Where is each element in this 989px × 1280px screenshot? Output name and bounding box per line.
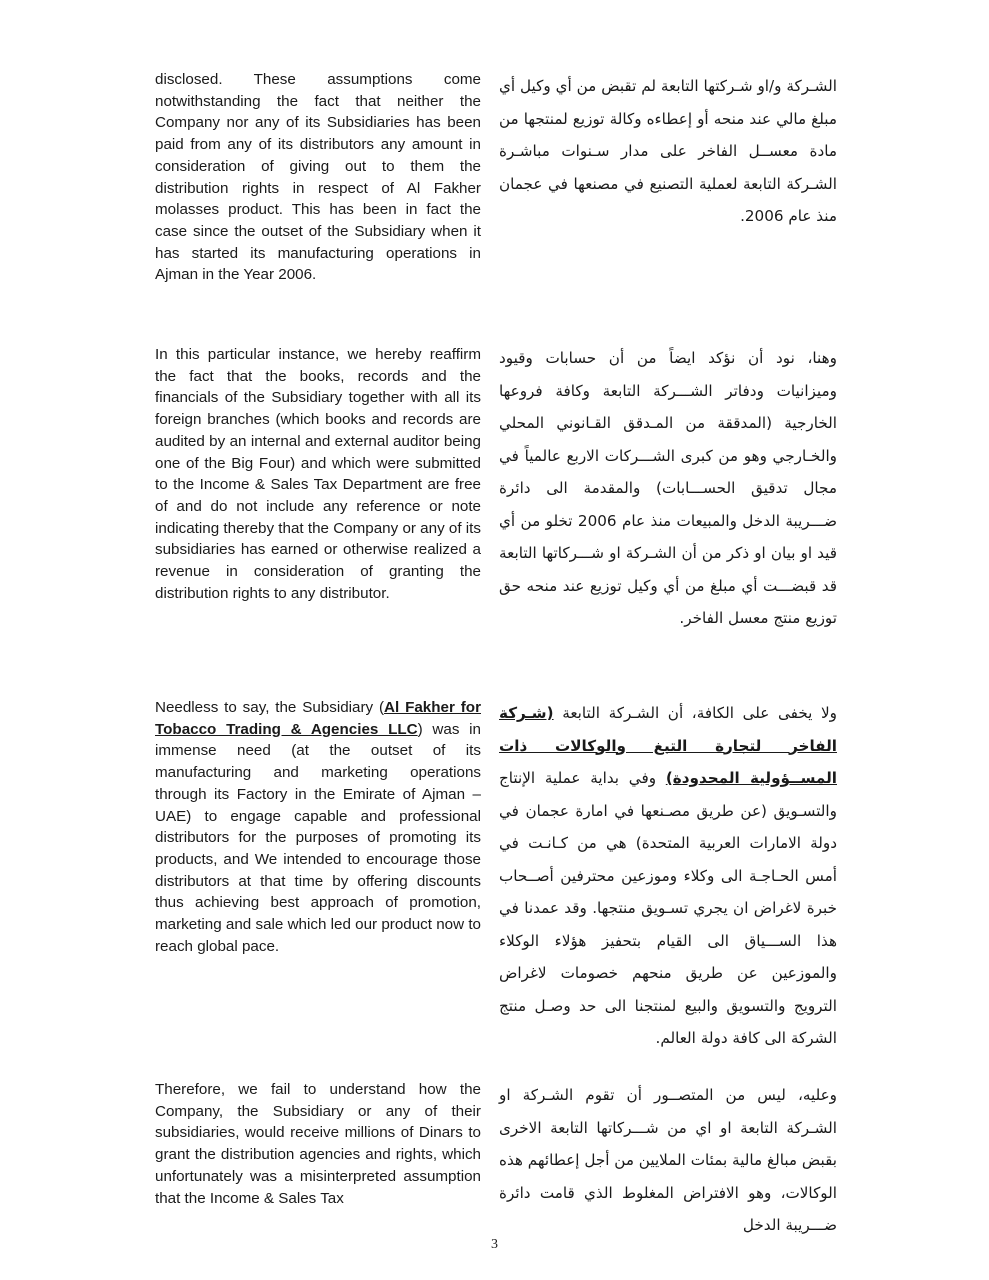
page-number: 3 [491,1237,498,1252]
paragraph-english-3 [155,697,481,957]
paragraph-english-4: Therefore, we fail to understand how the Company, the Subsidiary or any of their subsidiaries, would receive millions of Dinars to grant the distribution agencies and rights, which unfortunately was a misinterpreted assumption that the Income & Sales Tax [155,1081,481,1207]
paragraph-arabic-2: وهنا، نود أن نؤكد ايضاً من أن حسابات وقيود وميزانيات ودفاتر الشـــركة التابعة وكافة فروعها الخارجية (المدققة من المـدقق القـانوني المحلي والخـارجي وهو من كبرى الشـــركات الاربع عالمياً في مجال تدقيق الحســـابات) والمقدمة الى دائرة ضـــريبة الدخل والمبيعات منذ عام 2006 تخلو من أي قيد او بيان او ذكر من أن الشـركة او شـــركاتها التابعة قد قبضـــت أي مبلغ من أي وكيل توزيع عند منحه حق توزيع منتج معسل الفاخر. [499,349,837,627]
paragraph-arabic-3 [499,697,837,1055]
paragraph-text: ) was in immense need (at the outset of its manufacturing and marketing operations through its Factory in the Emirate of Ajman – UAE) to engage capable and professional distributors for the purposes of promoting its products, and We intended to encourage those distributors at that time by offering discounts thus achieving best approach of promotion, marketing and sale which led our product now to reach global pace. [155,720,482,955]
paragraph-arabic-4: وعليه، ليس من المتصــور أن تقوم الشـركة او الشـركة التابعة او اي من شـــركاتها التابعة الاخرى بقبض مبالغ مالية بمئات الملايين من أجل إعطائهم هذه الوكالات، وهو الافتراض المغلوط الذي قامت دائرة ضـــريبة الدخل [499,1086,837,1234]
paragraph-english-2: In this particular instance, we hereby reaffirm the fact that the books, records and the financials of the Subsidiary together with all its foreign branches (which books and records are audited by an internal and external auditor being one of the Big Four) and which were submitted to the Income & Sales Tax Department are free of and do not include any reference or note indicating thereby that the Company or any of its subsidiaries has earned or otherwise realized a revenue in consideration of granting the distribution rights to any distributor. [155,346,481,602]
paragraph-arabic-1: الشـركة و/او شـركتها التابعة لم تقبض من أي وكيل أي مبلغ مالي عند منحه أو إعطاءه وكالة توزيع لمنتجها من مادة معســل الفاخر على مدار سـنوات مباشـرة الشـركة التابعة لعملية التصنيع في مصنعها في عجمان منذ عام 2006. [499,77,837,225]
paragraph-english-1: disclosed. These assumptions come notwithstanding the fact that neither the Company nor any of its Subsidiaries has been paid from any of its distributors any amount in consideration of giving out to them the distribution rights in respect of Al Fakher molasses product. This has been in fact the case since the outset of the Subsidiary when it has started its manufacturing operations in Ajman in the Year 2006. [155,71,481,284]
paragraph-text: Needless to say, the Subsidiary ( [155,699,385,716]
paragraph-text: ولا يخفى على الكافة، أن الشـركة التابعة [553,704,837,722]
company-name-highlight: Al Fakher for Tobacco Trading & Agencies LLC [155,699,481,738]
paragraph-text: وفي بداية عملية الإنتاج والتسـويق (عن طريق مصـنعها في امارة عجمان في دولة الامارات العربية المتحدة) هي من كـانـت في أمس الحـاجـة الى وكلاء وموزعين محترفين أصــحاب خبرة لاغراض ان يجري تسـويق منتجها. وقد عمدنا في هذا الســـياق الى القيام بتحفيز هؤلاء الوكلاء والموزعين عن طريق منحهم خصومات لاغراض الترويج والتسويق والبيع لمنتجنا الى حد وصـل منتج الشركة الى كافة دولة العالم. [499,769,837,1047]
company-name-highlight-arabic: (شـركة الفاخر لتجارة التبغ والوكالات ذات المســؤولية المحدودة) [499,704,837,787]
